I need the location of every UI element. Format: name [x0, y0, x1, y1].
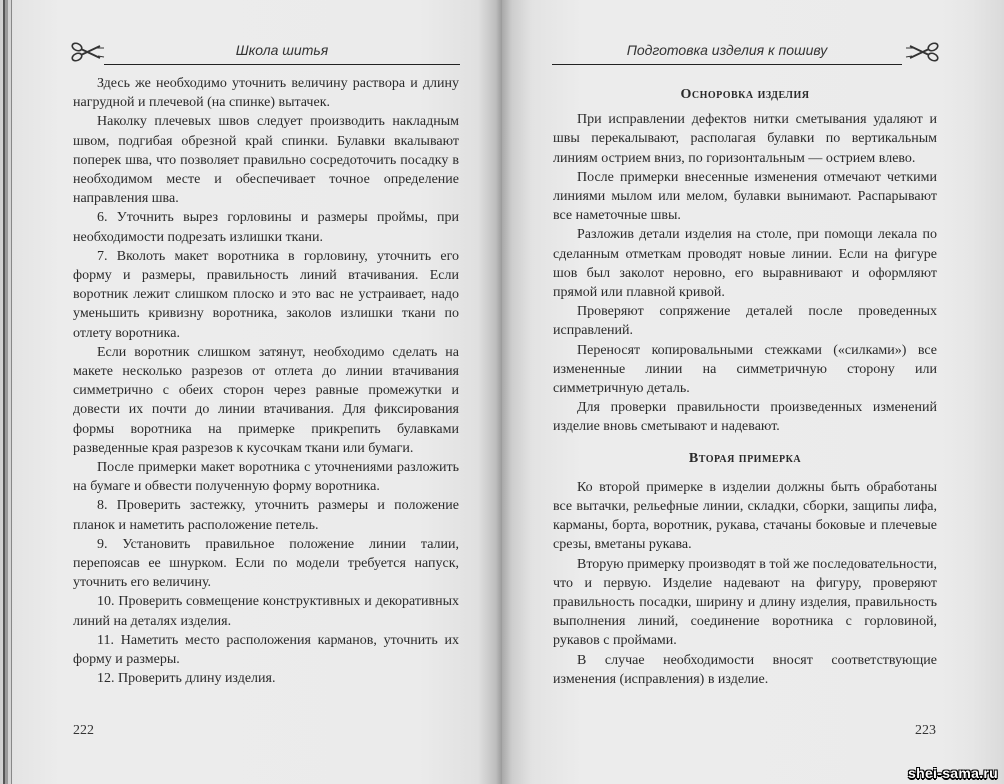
- list-item: 10. Проверить совмещение конструктивных и декоративных линий на деталях изделия.: [73, 594, 459, 629]
- section-heading: Осноровка изделия: [680, 87, 810, 102]
- running-head: Школа шитья: [104, 40, 460, 65]
- scissors-icon: [70, 40, 106, 64]
- paragraph: После примерки внесенные изменения отмечают четкими линиями мылом или мелом, булавки вынимают. Распарывают все наметочные швы.: [553, 169, 937, 224]
- running-head: Подготовка изделия к пошиву: [552, 40, 902, 65]
- page-number: 222: [73, 723, 94, 738]
- list-item: 6. Уточнить вырез горловины и размеры проймы, при необходимости подрезать излишки ткани.: [73, 210, 459, 245]
- list-item: 8. Проверить застежку, уточнить размеры и положение планок и наметить расположение петель.: [73, 498, 459, 533]
- left-page-content: [70, 40, 460, 740]
- paragraph: В случае необходимости вносят соответствующие изменения (исправления) в изделие.: [553, 652, 937, 687]
- list-item: 11. Наметить место расположения карманов, уточнить их форму и размеры.: [73, 632, 459, 668]
- page-number: 223: [915, 723, 936, 738]
- paragraph: Если воротник слишком затянут, необходимо сделать на макете несколько разрезов от отлета до линии втачивания симметрично с обеих сторон через равные промежутки и довести их почти до линии втачивания. Для фиксирования формы воротника на примерке прикрепить булавками разведенные края разрезов к кусочкам ткани или бумаги.: [73, 344, 459, 456]
- paragraph: Переносят копировальными стежками («силками») все измененные линии на симметричную сторону или симметричную деталь.: [553, 342, 937, 397]
- paragraph: Разложив детали изделия на столе, при помощи лекала по сделанным отметкам проводят новые линии. Если на фигуре шов был заколот неровно, его выравнивают и оформляют прямой или плавной кривой.: [553, 227, 937, 301]
- paragraph: При исправлении дефектов нитки сметывания удаляют и швы перекалывают, располагая булавки по вертикальным линиям острием вниз, по горизонтальным — острием влево.: [553, 112, 937, 166]
- right-page-body: [553, 85, 937, 689]
- spacer: [550, 689, 940, 722]
- scissors-icon: [904, 40, 940, 64]
- list-item: 12. Проверить длину изделия.: [97, 671, 276, 687]
- paragraph: После примерки макет воротника с уточнениями разложить на бумаге и обвести полученную форму воротника.: [73, 460, 459, 495]
- paragraph: Проверяют сопряжение деталей после проведенных исправлений.: [553, 304, 937, 339]
- list-item: 9. Установить правильное положение линии талии, перепоясав ее шнурком. Если по модели требуется напуск, уточнить его величину.: [73, 536, 459, 591]
- paragraph: Наколку плечевых швов следует производить накладным швом, подгибая обрезной край спинки. Булавки вкалывают поперек шва, что позволяет правильно сосредоточить посадку в необходимом месте и обеспечивает точное определение направления шва.: [73, 114, 459, 207]
- list-item: 7. Вколоть макет воротника в горловину, уточнить его форму и размеры, правильность линий втачивания. Если воротник лежит слишком плоско и это вас не устраивает, надо уменьшить кривизну воротника, заколов излишки ткани по отлету воротника.: [73, 248, 459, 341]
- paragraph: Вторую примерку производят в той же последовательности, что и первую. Изделие надевают на фигуру, проверяют правильность посадки, ширину и длину изделия, правильность выполнения линий, соединение воротника с горловиной, рукавов с проймами.: [553, 556, 937, 649]
- paragraph: Для проверки правильности произведенных изменений изделие вновь сметывают и надевают.: [553, 400, 937, 435]
- left-page-body: [73, 74, 459, 689]
- spacer: [70, 689, 460, 723]
- page-header: [550, 40, 940, 64]
- page-edge-lines: [3, 0, 17, 784]
- paragraph: Здесь же необходимо уточнить величину раствора и длину нагрудной и плечевой (на спинке) вытачек.: [73, 76, 459, 111]
- paragraph: Ко второй примерке в изделии должны быть обработаны все вытачки, рельефные линии, складки, сборки, защипы лифа, карманы, борта, воротник, рукава, стачаны боковые и плечевые срезы, вметаны рукава.: [553, 479, 937, 553]
- watermark: shei-sama.ru: [908, 765, 998, 781]
- right-page-content: [550, 40, 940, 740]
- section-heading: Вторая примерка: [688, 450, 802, 466]
- page-header: [70, 40, 460, 64]
